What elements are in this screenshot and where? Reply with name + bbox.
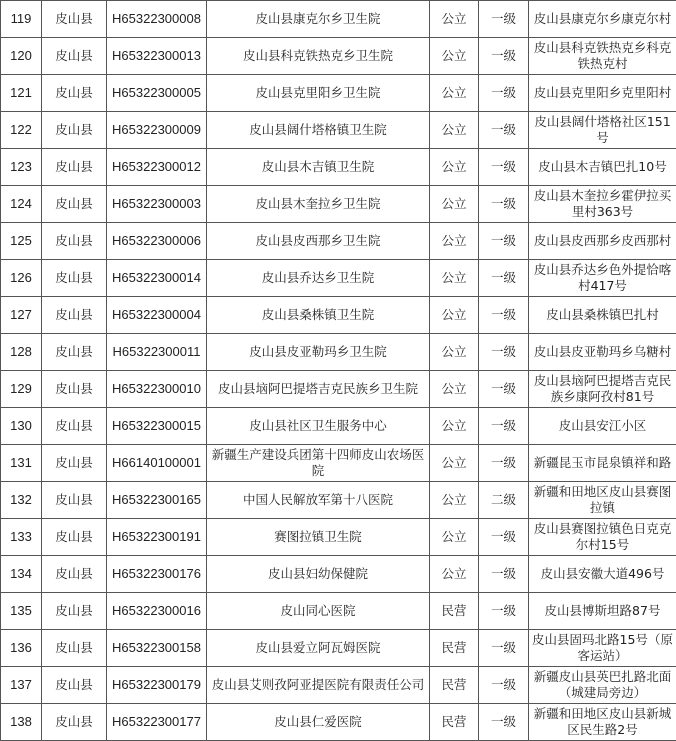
institution-name: 皮山县妇幼保健院 xyxy=(207,556,430,593)
table-row xyxy=(1,593,676,630)
row-number: 134 xyxy=(1,556,42,593)
institution-code: H65322300014 xyxy=(107,260,207,297)
institution-name: 皮山县仁爱医院 xyxy=(207,704,430,741)
address-cell: 皮山县安江小区 xyxy=(529,408,676,445)
county-cell: 皮山县 xyxy=(42,297,107,334)
table-row xyxy=(1,445,676,482)
county-cell: 皮山县 xyxy=(42,334,107,371)
institution-code: H65322300005 xyxy=(107,75,207,112)
county-cell: 皮山县 xyxy=(42,630,107,667)
row-number: 125 xyxy=(1,223,42,260)
table-row xyxy=(1,112,676,149)
institution-code: H65322300013 xyxy=(107,38,207,75)
county-cell: 皮山县 xyxy=(42,260,107,297)
ownership-type: 公立 xyxy=(430,297,479,334)
row-number: 138 xyxy=(1,704,42,741)
county-cell: 皮山县 xyxy=(42,223,107,260)
table-row xyxy=(1,149,676,186)
table-row xyxy=(1,38,676,75)
table-row xyxy=(1,408,676,445)
hospital-level: 二级 xyxy=(479,482,529,519)
county-cell: 皮山县 xyxy=(42,593,107,630)
ownership-type: 公立 xyxy=(430,408,479,445)
address-cell: 皮山县木吉镇巴扎10号 xyxy=(529,149,676,186)
institution-code: H65322300191 xyxy=(107,519,207,556)
address-cell: 新疆昆玉市昆泉镇祥和路 xyxy=(529,445,676,482)
ownership-type: 公立 xyxy=(430,445,479,482)
address-cell: 新疆和田地区皮山县新城区民生路2号 xyxy=(529,704,676,741)
county-cell: 皮山县 xyxy=(42,519,107,556)
address-cell: 新疆皮山县英巴扎路北面（城建局旁边） xyxy=(529,667,676,704)
hospital-level: 一级 xyxy=(479,519,529,556)
table-row xyxy=(1,186,676,223)
institution-name: 皮山县阔什塔格镇卫生院 xyxy=(207,112,430,149)
row-number: 137 xyxy=(1,667,42,704)
row-number: 127 xyxy=(1,297,42,334)
hospital-level: 一级 xyxy=(479,223,529,260)
hospital-level: 一级 xyxy=(479,630,529,667)
institution-code: H65322300179 xyxy=(107,667,207,704)
hospital-level: 一级 xyxy=(479,445,529,482)
institution-name: 皮山县乔达乡卫生院 xyxy=(207,260,430,297)
address-cell: 皮山县桑株镇巴扎村 xyxy=(529,297,676,334)
address-cell: 皮山县赛图拉镇色日克克尔村15号 xyxy=(529,519,676,556)
county-cell: 皮山县 xyxy=(42,149,107,186)
ownership-type: 公立 xyxy=(430,38,479,75)
ownership-type: 公立 xyxy=(430,223,479,260)
institution-name: 皮山县克里阳乡卫生院 xyxy=(207,75,430,112)
institution-code: H66140100001 xyxy=(107,445,207,482)
hospital-level: 一级 xyxy=(479,371,529,408)
institution-name: 皮山县社区卫生服务中心 xyxy=(207,408,430,445)
institution-code: H65322300003 xyxy=(107,186,207,223)
county-cell: 皮山县 xyxy=(42,408,107,445)
row-number: 132 xyxy=(1,482,42,519)
row-number: 126 xyxy=(1,260,42,297)
institution-code: H65322300012 xyxy=(107,149,207,186)
table-row xyxy=(1,667,676,704)
address-cell: 皮山县阔什塔格社区151号 xyxy=(529,112,676,149)
hospital-level: 一级 xyxy=(479,556,529,593)
hospital-level: 一级 xyxy=(479,297,529,334)
ownership-type: 民营 xyxy=(430,704,479,741)
hospital-level: 一级 xyxy=(479,1,529,38)
table-body xyxy=(1,1,676,741)
ownership-type: 公立 xyxy=(430,1,479,38)
county-cell: 皮山县 xyxy=(42,445,107,482)
row-number: 119 xyxy=(1,1,42,38)
address-cell: 皮山县皮亚勒玛乡乌糖村 xyxy=(529,334,676,371)
ownership-type: 民营 xyxy=(430,593,479,630)
address-cell: 皮山县皮西那乡皮西那村 xyxy=(529,223,676,260)
row-number: 133 xyxy=(1,519,42,556)
county-cell: 皮山县 xyxy=(42,482,107,519)
hospital-level: 一级 xyxy=(479,75,529,112)
county-cell: 皮山县 xyxy=(42,704,107,741)
institution-code: H65322300006 xyxy=(107,223,207,260)
table-row xyxy=(1,334,676,371)
table-row xyxy=(1,1,676,38)
institution-code: H65322300165 xyxy=(107,482,207,519)
address-cell: 皮山县克里阳乡克里阳村 xyxy=(529,75,676,112)
ownership-type: 公立 xyxy=(430,556,479,593)
address-cell: 皮山县康克尔乡康克尔村 xyxy=(529,1,676,38)
institution-code: H65322300015 xyxy=(107,408,207,445)
ownership-type: 民营 xyxy=(430,667,479,704)
hospital-level: 一级 xyxy=(479,593,529,630)
address-cell: 皮山县固玛北路15号（原客运站） xyxy=(529,630,676,667)
address-cell: 皮山县安徽大道496号 xyxy=(529,556,676,593)
table-row xyxy=(1,371,676,408)
row-number: 128 xyxy=(1,334,42,371)
hospital-level: 一级 xyxy=(479,149,529,186)
institution-name: 皮山县皮西那乡卫生院 xyxy=(207,223,430,260)
row-number: 136 xyxy=(1,630,42,667)
institution-code: H65322300177 xyxy=(107,704,207,741)
ownership-type: 公立 xyxy=(430,519,479,556)
row-number: 135 xyxy=(1,593,42,630)
ownership-type: 公立 xyxy=(430,334,479,371)
institution-code: H65322300016 xyxy=(107,593,207,630)
ownership-type: 民营 xyxy=(430,630,479,667)
hospital-level: 一级 xyxy=(479,260,529,297)
county-cell: 皮山县 xyxy=(42,186,107,223)
institution-code: H65322300011 xyxy=(107,334,207,371)
address-cell: 皮山县博斯坦路87号 xyxy=(529,593,676,630)
hospital-level: 一级 xyxy=(479,408,529,445)
hospital-level: 一级 xyxy=(479,112,529,149)
address-cell: 新疆和田地区皮山县赛图拉镇 xyxy=(529,482,676,519)
institution-name: 中国人民解放军第十八医院 xyxy=(207,482,430,519)
ownership-type: 公立 xyxy=(430,371,479,408)
county-cell: 皮山县 xyxy=(42,75,107,112)
table-row xyxy=(1,482,676,519)
address-cell: 皮山县垴阿巴提塔吉克民族乡康阿孜村81号 xyxy=(529,371,676,408)
table-row xyxy=(1,519,676,556)
institution-name: 皮山县爱立阿瓦姆医院 xyxy=(207,630,430,667)
county-cell: 皮山县 xyxy=(42,667,107,704)
table-row xyxy=(1,556,676,593)
table-row xyxy=(1,297,676,334)
institution-code: H65322300176 xyxy=(107,556,207,593)
institution-name: 皮山县木奎拉乡卫生院 xyxy=(207,186,430,223)
row-number: 130 xyxy=(1,408,42,445)
table-row xyxy=(1,75,676,112)
row-number: 131 xyxy=(1,445,42,482)
address-cell: 皮山县乔达乡色外提恰喀村417号 xyxy=(529,260,676,297)
table-row xyxy=(1,260,676,297)
institution-name: 赛图拉镇卫生院 xyxy=(207,519,430,556)
institution-name: 皮山县科克铁热克乡卫生院 xyxy=(207,38,430,75)
county-cell: 皮山县 xyxy=(42,38,107,75)
row-number: 120 xyxy=(1,38,42,75)
ownership-type: 公立 xyxy=(430,186,479,223)
row-number: 121 xyxy=(1,75,42,112)
institution-code: H65322300158 xyxy=(107,630,207,667)
row-number: 129 xyxy=(1,371,42,408)
ownership-type: 公立 xyxy=(430,260,479,297)
county-cell: 皮山县 xyxy=(42,556,107,593)
county-cell: 皮山县 xyxy=(42,1,107,38)
institution-name: 皮山县康克尔乡卫生院 xyxy=(207,1,430,38)
institution-name: 新疆生产建设兵团第十四师皮山农场医院 xyxy=(207,445,430,482)
hospital-level: 一级 xyxy=(479,186,529,223)
county-cell: 皮山县 xyxy=(42,112,107,149)
ownership-type: 公立 xyxy=(430,112,479,149)
institution-code: H65322300004 xyxy=(107,297,207,334)
ownership-type: 公立 xyxy=(430,149,479,186)
institution-name: 皮山县木吉镇卫生院 xyxy=(207,149,430,186)
table-row xyxy=(1,630,676,667)
hospital-level: 一级 xyxy=(479,667,529,704)
institution-name: 皮山县桑株镇卫生院 xyxy=(207,297,430,334)
address-cell: 皮山县木奎拉乡霍伊拉买里村363号 xyxy=(529,186,676,223)
institution-name: 皮山县垴阿巴提塔吉克民族乡卫生院 xyxy=(207,371,430,408)
row-number: 124 xyxy=(1,186,42,223)
institution-name: 皮山县艾则孜阿亚提医院有限责任公司 xyxy=(207,667,430,704)
table-row xyxy=(1,704,676,741)
hospital-level: 一级 xyxy=(479,704,529,741)
county-cell: 皮山县 xyxy=(42,371,107,408)
ownership-type: 公立 xyxy=(430,482,479,519)
row-number: 123 xyxy=(1,149,42,186)
institution-code: H65322300008 xyxy=(107,1,207,38)
hospital-level: 一级 xyxy=(479,334,529,371)
address-cell: 皮山县科克铁热克乡科克铁热克村 xyxy=(529,38,676,75)
institution-name: 皮山县皮亚勒玛乡卫生院 xyxy=(207,334,430,371)
institution-name: 皮山同心医院 xyxy=(207,593,430,630)
table-row xyxy=(1,223,676,260)
hospital-level: 一级 xyxy=(479,38,529,75)
institution-code: H65322300009 xyxy=(107,112,207,149)
row-number: 122 xyxy=(1,112,42,149)
ownership-type: 公立 xyxy=(430,75,479,112)
institution-code: H65322300010 xyxy=(107,371,207,408)
